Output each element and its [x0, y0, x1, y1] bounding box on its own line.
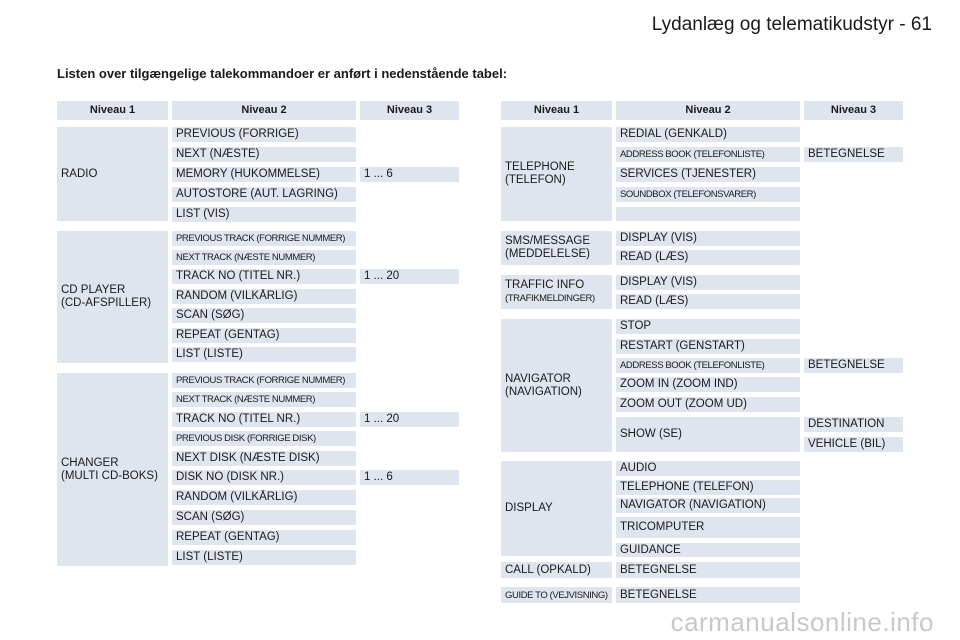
watermark: carmanualsonline.info [670, 607, 934, 637]
level2-cell: SCAN (SØG) [172, 510, 356, 525]
level2-cell: GUIDANCE [616, 543, 800, 557]
level1-sms-message: SMS/MESSAGE (MEDDELELSE) [501, 231, 612, 265]
header-niveau-3-right: Niveau 3 [804, 101, 903, 120]
level3-cell: BETEGNELSE [804, 358, 903, 373]
level2-cell: TRICOMPUTER [616, 517, 800, 538]
level2-cell: READ (LÆS) [616, 294, 800, 309]
header-niveau-2-left: Niveau 2 [172, 101, 356, 120]
level2-cell: TRACK NO (TITEL NR.) [172, 412, 356, 427]
traffic-info-sublabel: (TRAFIKMELDINGER) [505, 293, 595, 304]
level2-cell: BETEGNELSE [616, 587, 800, 603]
level2-cell: ZOOM IN (ZOOM IND) [616, 377, 800, 392]
level2-cell: DISK NO (DISK NR.) [172, 470, 356, 485]
level2-cell: PREVIOUS TRACK (FORRIGE NUMMER) [172, 373, 356, 388]
level2-cell: ADDRESS BOOK (TELEFONLISTE) [616, 147, 800, 162]
level2-cell: SCAN (SØG) [172, 308, 356, 323]
header-niveau-3-left: Niveau 3 [360, 101, 459, 120]
level2-cell: REPEAT (GENTAG) [172, 530, 356, 545]
level2-cell: PREVIOUS (FORRIGE) [172, 127, 356, 142]
level2-cell: SHOW (SE) [616, 417, 800, 452]
level2-cell: NEXT (NÆSTE) [172, 147, 356, 162]
level2-cell: READ (LÆS) [616, 250, 800, 265]
intro-text: Listen over tilgængelige talekommandoer er anført i nedenstående tabel: [57, 66, 508, 81]
level2-cell: SERVICES (TJENESTER) [616, 167, 800, 182]
level2-cell: PREVIOUS DISK (FORRIGE DISK) [172, 431, 356, 446]
level1-guide-to: GUIDE TO (VEJVISNING) [501, 587, 612, 603]
level2-cell: DISPLAY (VIS) [616, 231, 800, 246]
level1-navigator: NAVIGATOR (NAVIGATION) [501, 319, 612, 452]
level3-cell: 1 ... 20 [360, 412, 459, 427]
page-title: Lydanlæg og telematikudstyr - 61 [651, 14, 932, 35]
level2-cell: AUDIO [616, 461, 800, 476]
level2-cell: RESTART (GENSTART) [616, 339, 800, 354]
level2-cell: TELEPHONE (TELEFON) [616, 480, 800, 495]
level3-cell: BETEGNELSE [804, 147, 903, 162]
level2-cell: REPEAT (GENTAG) [172, 328, 356, 343]
header-niveau-2-right: Niveau 2 [616, 101, 800, 120]
level3-cell: 1 ... 6 [360, 470, 459, 485]
level2-cell: LIST (LISTE) [172, 550, 356, 565]
level2-cell: LIST (VIS) [172, 207, 356, 222]
level2-cell: ADDRESS BOOK (TELEFONLISTE) [616, 358, 800, 373]
level2-cell: STOP [616, 319, 800, 334]
traffic-info-label: TRAFFIC INFO [505, 279, 585, 291]
header-niveau-1-right: Niveau 1 [501, 101, 612, 120]
level2-cell: RANDOM (VILKÅRLIG) [172, 289, 356, 304]
level1-telephone: TELEPHONE (TELEFON) [501, 127, 612, 221]
level1-radio: RADIO [57, 127, 168, 221]
level1-changer: CHANGER (MULTI CD-BOKS) [57, 373, 168, 566]
level2-cell: NAVIGATOR (NAVIGATION) [616, 498, 800, 513]
level2-cell: REDIAL (GENKALD) [616, 127, 800, 142]
level3-cell: 1 ... 20 [360, 269, 459, 284]
level3-cell: DESTINATION [804, 417, 903, 432]
level2-cell: AUTOSTORE (AUT. LAGRING) [172, 187, 356, 202]
level2-cell: ZOOM OUT (ZOOM UD) [616, 397, 800, 412]
level2-cell: TRACK NO (TITEL NR.) [172, 269, 356, 284]
level2-cell: LIST (LISTE) [172, 347, 356, 362]
level2-cell: NEXT TRACK (NÆSTE NUMMER) [172, 250, 356, 265]
level2-cell: BETEGNELSE [616, 562, 800, 578]
level1-traffic-info [501, 275, 612, 309]
level2-cell: NEXT TRACK (NÆSTE NUMMER) [172, 392, 356, 407]
level2-cell: PREVIOUS TRACK (FORRIGE NUMMER) [172, 231, 356, 246]
level2-cell: SOUNDBOX (TELEFONSVARER) [616, 187, 800, 202]
level1-call: CALL (OPKALD) [501, 562, 612, 578]
level3-cell: VEHICLE (BIL) [804, 437, 903, 452]
header-niveau-1-left: Niveau 1 [57, 101, 168, 120]
level2-cell: MEMORY (HUKOMMELSE) [172, 167, 356, 182]
level1-display: DISPLAY [501, 461, 612, 556]
level3-cell: 1 ... 6 [360, 167, 459, 182]
level2-cell: RANDOM (VILKÅRLIG) [172, 490, 356, 505]
level2-empty-cell [616, 207, 800, 221]
level1-cd-player: CD PLAYER (CD-AFSPILLER) [57, 231, 168, 363]
level2-cell: DISPLAY (VIS) [616, 275, 800, 290]
level2-cell: NEXT DISK (NÆSTE DISK) [172, 451, 356, 466]
